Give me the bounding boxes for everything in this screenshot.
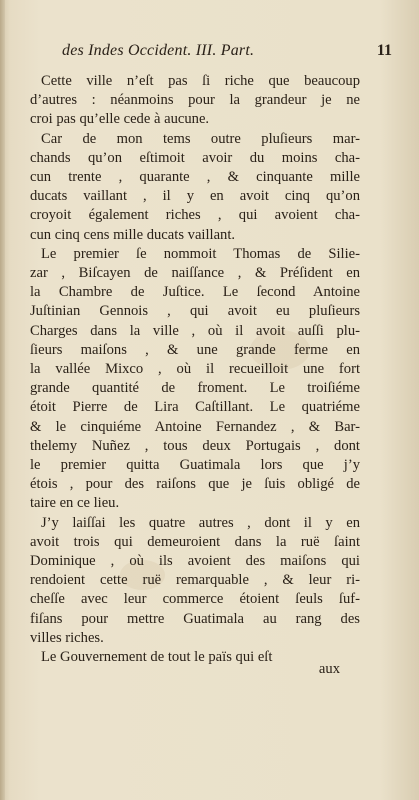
text-line: thelemy Nuñez , tous deux Portugais , dont [30, 437, 360, 454]
running-head: des Indes Occident. III. Part. [62, 42, 255, 59]
text-line: fiſans pour mettre Guatimala au rang des [30, 610, 360, 627]
text-line: Le premier ſe nommoit Thomas de Silie- [41, 245, 360, 262]
catchword: aux [318, 661, 340, 677]
text-line: ducats vaillant , il y en avoit cinq qu’on [30, 188, 360, 205]
text-line: rendoient cette ruë remarquable , & leur ri- [30, 572, 360, 589]
text-line: Cette ville n’eſt pas ſi riche que beaucoup [41, 73, 360, 89]
text-line: cheſſe avec leur commerce étoient ſeuls ſuf- [30, 591, 360, 608]
text-line: étois , pour des raiſons que je ſuis obligé de [30, 476, 360, 493]
text-line: Juſtinian Gennois , qui avoit eu pluſieurs [30, 303, 360, 320]
text-line: Dominique , où ils avoient des maiſons qui [30, 553, 360, 570]
text-line: J’y laiſſai les quatre autres , dont il y en [41, 514, 360, 531]
body-text [30, 72, 360, 667]
text-line: croi pas qu’elle cede à aucune. [30, 111, 210, 128]
text-line: étoit Pierre de Lira Caſtillant. Le quatriéme [30, 399, 360, 416]
text-line: la vallée Mixco , où il recueilloit une fort [30, 361, 360, 378]
text-line: le premier quitta Guatimala lors que j’y [30, 457, 360, 474]
text-line: & le cinquiéme Antoine Fernandez , & Bar- [30, 418, 360, 435]
text-line: cun trente , quarante , & cinquante mille [30, 169, 360, 186]
text-line: Car de mon tems outre pluſieurs mar- [41, 130, 360, 147]
page-number: 11 [376, 42, 392, 59]
text-line: avoit trois qui demeuroient dans la ruë ſaint [30, 533, 360, 550]
text-line: croyoit également riches , qui avoient cha- [30, 207, 360, 224]
text-line: taire en ce lieu. [30, 495, 120, 512]
text-line: d’autres : néanmoins pour la grandeur je ne [30, 92, 360, 109]
paragraph [30, 514, 360, 648]
paragraph [30, 245, 360, 514]
text-line: ſieurs maiſons , & une grande ferme en [30, 341, 360, 358]
page-gutter-shadow [0, 0, 5, 800]
text-line: la Chambre de Juſtice. Le ſecond Antoine [30, 284, 360, 301]
paragraph [30, 130, 360, 245]
text-line: grande quantité de froment. Le troiſiéme [30, 380, 360, 397]
text-line: cun cinq cens mille ducats vaillant. [30, 226, 236, 243]
paragraph [30, 72, 360, 130]
page-header [62, 42, 392, 64]
text-line: chands qu’on eſtimoit avoir du moins cha- [30, 149, 360, 166]
text-line: zar , Biſcayen de naiſſance , & Préſident en [30, 265, 360, 282]
text-line: villes riches. [30, 629, 104, 646]
text-line: Le Gouvernement de tout le païs qui eſt [41, 649, 273, 666]
text-line: Charges dans la ville , où il avoit auſſi plu- [30, 322, 360, 339]
